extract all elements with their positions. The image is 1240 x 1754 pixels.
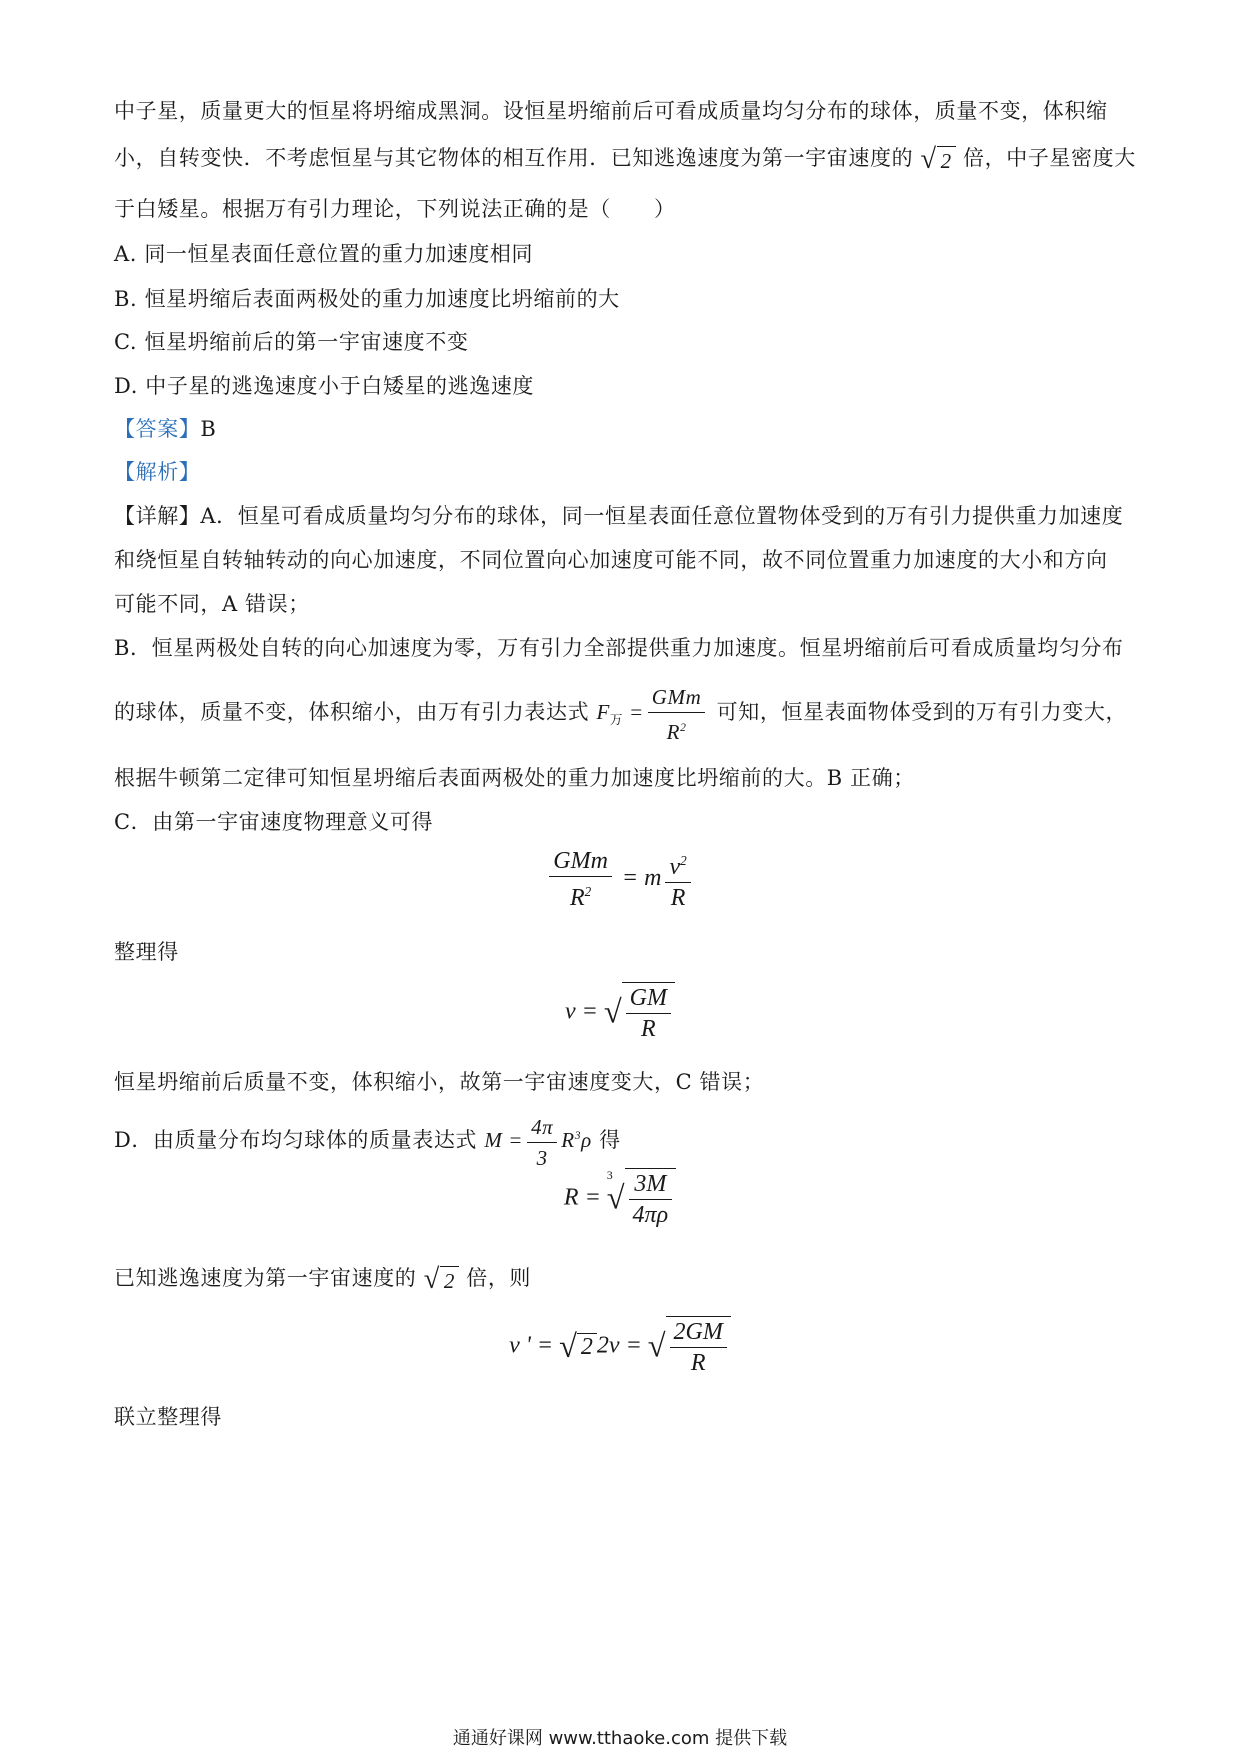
detail-line-b3: 根据牛顿第二定律可知恒星坍缩后表面两极处的重力加速度比坍缩前的大。B 正确； bbox=[114, 766, 915, 790]
detail-line-a1: 【详解】A．恒星可看成质量均匀分布的球体，同一恒星表面任意位置物体受到的万有引力提供重力加速度 bbox=[114, 504, 1124, 528]
answer-value: B bbox=[200, 417, 217, 441]
question-line-3: 于白矮星。根据万有引力理论，下列说法正确的是（ ） bbox=[114, 197, 676, 221]
answer-line bbox=[114, 415, 216, 443]
detail-line-c2: 整理得 bbox=[114, 940, 179, 964]
option-c: C. 恒星坍缩前后的第一宇宙速度不变 bbox=[114, 330, 469, 354]
detail-label: 【详解】 bbox=[114, 504, 201, 528]
option-a: A. 同一恒星表面任意位置的重力加速度相同 bbox=[114, 242, 534, 266]
detail-line-d3: 联立整理得 bbox=[114, 1405, 222, 1429]
page-footer: 通通好课网 www.tthaoke.com 提供下载 bbox=[452, 1728, 788, 1749]
option-d: D. 中子星的逃逸速度小于白矮星的逃逸速度 bbox=[114, 374, 535, 398]
question-line-2-text-b: 倍，中子星密度大 bbox=[963, 146, 1136, 170]
equation-radius: R = $^3$√ $\frac{3M}{4\pi\rho}$ bbox=[0, 1168, 1240, 1230]
detail-line-b2: 的球体，质量不变，体积缩小，由万有引力表达式 $F_万$ = $\frac{\text{GMm}}{R^2}$ 可知，恒星表面物体受到的万有引力变大， bbox=[114, 680, 1127, 752]
mass-formula-inline: M = $\frac{4\pi}{3}$ $R^3\rho$ bbox=[484, 1128, 591, 1152]
equation-first-cosmic-velocity: $\frac{\text{GMm}}{R^2}$ = m $\frac{v^2}{R}$ bbox=[0, 846, 1240, 913]
detail-line-a2: 和绕恒星自转轴转动的向心加速度，不同位置向心加速度可能不同，故不同位置重力加速度的大小和方向 bbox=[114, 548, 1108, 572]
detail-line-d1: D．由质量分布均匀球体的质量表达式 M = $\frac{4\pi}{3}$ $R^3\rho$ 得 bbox=[114, 1104, 621, 1173]
detail-line-c3: 恒星坍缩前后质量不变，体积缩小，故第一宇宙速度变大，C 错误； bbox=[114, 1070, 765, 1094]
question-line-2 bbox=[114, 144, 1136, 175]
option-b: B. 恒星坍缩后表面两极处的重力加速度比坍缩前的大 bbox=[114, 287, 620, 311]
detail-line-a3: 可能不同，A 错误； bbox=[114, 592, 310, 616]
detail-line-c1: C．由第一宇宙速度物理意义可得 bbox=[114, 810, 434, 834]
detail-line-d2: 已知逃逸速度为第一宇宙速度的 √ 2 倍，则 bbox=[114, 1264, 532, 1296]
equation-v: v = √ $\frac{GM}{R}$ bbox=[0, 982, 1240, 1044]
analysis-label: 【解析】 bbox=[114, 460, 201, 484]
question-line-2-text-a: 小，自转变快．不考虑恒星与其它物体的相互作用．已知逃逸速度为第一宇宙速度的 bbox=[114, 146, 914, 170]
sqrt-2-formula: √ 2 bbox=[920, 144, 955, 175]
detail-line-b1: B．恒星两极处自转的向心加速度为零，万有引力全部提供重力加速度。恒星坍缩前后可看成质量均匀分布 bbox=[114, 636, 1124, 660]
question-line-1: 中子星，质量更大的恒星将坍缩成黑洞。设恒星坍缩前后可看成质量均匀分布的球体，质量不变，体积缩 bbox=[114, 99, 1108, 123]
gravity-formula-inline: $F_万$ = $\frac{\text{GMm}}{R^2}$ bbox=[596, 700, 709, 724]
equation-escape-velocity: v ' = √ 2 2v = √ $\frac{2GM}{R}$ bbox=[0, 1316, 1240, 1378]
answer-label: 【答案】 bbox=[114, 417, 201, 441]
sqrt-2-formula-inline: √ 2 bbox=[424, 1264, 459, 1295]
